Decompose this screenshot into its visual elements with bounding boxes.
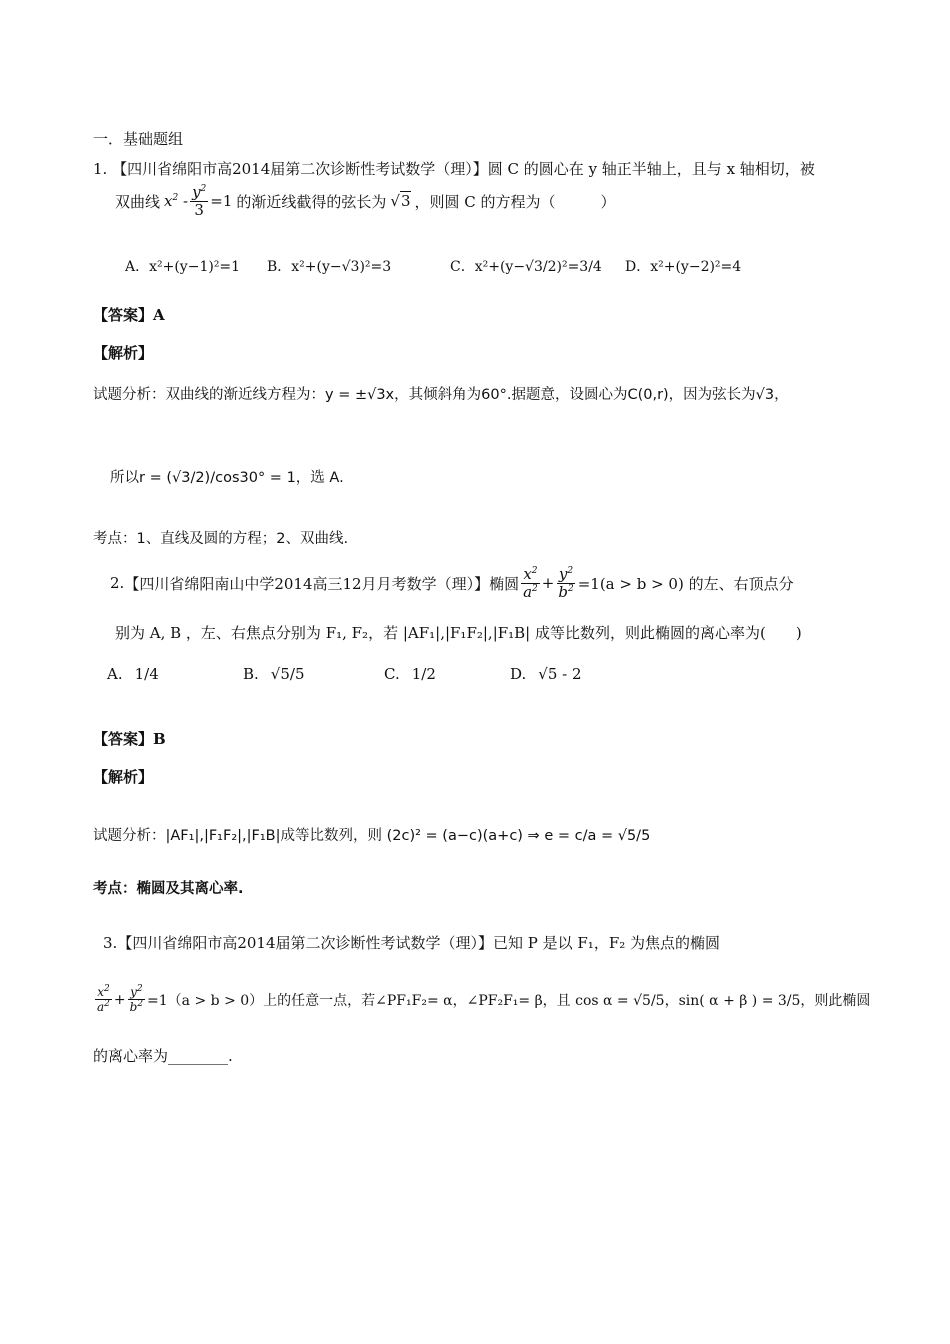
q1-keypoints: 考点：1、直线及圆的方程；2、双曲线. (93, 531, 349, 547)
q2-number: 2. (110, 574, 125, 592)
q3-source: 【四川省绵阳市高2014届第二次诊断性考试数学（理）】 (117, 934, 493, 952)
q2-option-d (510, 665, 582, 683)
q3-frac-x: $\frac{x^2}{a^2}$ (97, 984, 110, 1015)
q1-option-b: B．x²+(y−√3)²=3 (267, 259, 392, 275)
q2-keypoints: 考点：椭圆及其离心率. (93, 881, 244, 897)
q3-line3: 的离心率为________. (93, 1047, 233, 1065)
q3-number: 3. (103, 934, 118, 952)
q1-number: 1. (93, 160, 108, 178)
q2-option-a-label: A. (107, 665, 123, 683)
q2-option-d-value: √5 - 2 (538, 665, 582, 683)
q1-option-a: A．x²+(y−1)²=1 (125, 259, 241, 275)
q2-text-a-suffix: =1(a > b > 0) 的左、右顶点分 (577, 574, 794, 593)
q1-line1 (93, 158, 815, 179)
q3-text-a: 已知 P 是以 F₁，F₂ 为焦点的椭圆 (493, 934, 721, 952)
section-title: 一．基础题组 (93, 130, 184, 148)
q1-hyperbola-x: $x^2$ - (164, 192, 189, 210)
q1-answer: 【答案】A (93, 306, 165, 324)
q3-line2: $\frac{x^2}{a^2}$ + $\frac{y^2}{b^2}$ =1（a > b > 0）上的任意一点，若∠PF₁F₂= α，∠PF₂F₁= β，且 cos α = √5/5，sin( α + β ) = 3/5，则此椭圆 (97, 984, 871, 1015)
q2-option-d-label: D. (510, 665, 527, 683)
q2-line2: 别为 A, B ，左、右焦点分别为 F₁, F₂，若 |AF₁|,|F₁F₂|,|F₁B| 成等比数列，则此椭圆的离心率为( ) (115, 624, 802, 642)
q2-option-c-value: 1/2 (411, 665, 436, 683)
q1-option-c: C．x²+(y−√3/2)²=3/4 (450, 259, 602, 275)
q1-analysis-line2: 所以r = (√3/2)/cos30° = 1，选 A. (110, 470, 344, 486)
q2-source: 【四川省绵阳南山中学2014高三12月月考数学（理）】 (124, 574, 490, 593)
q2-frac-y: $\frac{y^2}{b^2}$ (558, 565, 574, 601)
q1-source: 【四川省绵阳市高2014届第二次诊断性考试数学（理）】 (112, 160, 488, 178)
q1-text-b-prefix: 双曲线 (115, 192, 161, 211)
q2-option-a (107, 665, 159, 683)
q2-option-b-label: B. (243, 665, 259, 683)
q2-analysis-label: 【解析】 (93, 768, 154, 786)
q2-text-a-prefix: 椭圆 (489, 574, 520, 593)
q1-line2: 双曲线 $x^2$ - $\frac{y^2}{3}$ =1 的渐近线截得的弦长为 √3 ，则圆 C 的方程为（ ） (115, 183, 616, 219)
q2-analysis-line1: 试题分析：|AF₁|,|F₁F₂|,|F₁B|成等比数列，则 (2c)² = (a−c)(a+c) ⇒ e = c/a = √5/5 (93, 828, 651, 844)
q2-option-a-value: 1/4 (134, 665, 159, 683)
q1-text-a: 圆 C 的圆心在 y 轴正半轴上，且与 x 轴相切，被 (487, 160, 815, 178)
q1-analysis-line1: 试题分析：双曲线的渐近线方程为：y = ±√3x，其倾斜角为60°.据题意，设圆心为C(0,r)，因为弦长为√3， (93, 387, 789, 403)
q3-line1 (103, 932, 720, 953)
q3-text-b: =1（a > b > 0）上的任意一点，若∠PF₁F₂= α，∠PF₂F₁= β，且 cos α = √5/5，sin( α + β ) = 3/5，则此椭圆 (147, 992, 871, 1009)
q1-text-b-end: ，则圆 C 的方程为（ ） (414, 192, 616, 211)
q1-hyperbola-frac: $\frac{y^2}{3}$ (192, 183, 207, 219)
q1-text-b-suffix: 的渐近线截得的弦长为 (236, 192, 387, 211)
q1-option-d: D．x²+(y−2)²=4 (625, 259, 742, 275)
q2-option-c-label: C. (384, 665, 400, 683)
q2-option-b (243, 665, 305, 683)
q2-option-c (384, 665, 436, 683)
q3-frac-y: $\frac{y^2}{b^2}$ (129, 984, 144, 1015)
q1-analysis-label: 【解析】 (93, 344, 154, 362)
q2-frac-x: $\frac{x^2}{a^2}$ (523, 565, 538, 601)
q2-answer: 【答案】B (93, 730, 166, 748)
q2-line1: 2. 【四川省绵阳南山中学2014高三12月月考数学（理）】 椭圆 $\frac{x^2}{a^2}$ + $\frac{y^2}{b^2}$ =1(a > b > 0) 的左、右顶点分 (110, 565, 794, 601)
q2-option-b-value: √5/5 (270, 665, 305, 683)
